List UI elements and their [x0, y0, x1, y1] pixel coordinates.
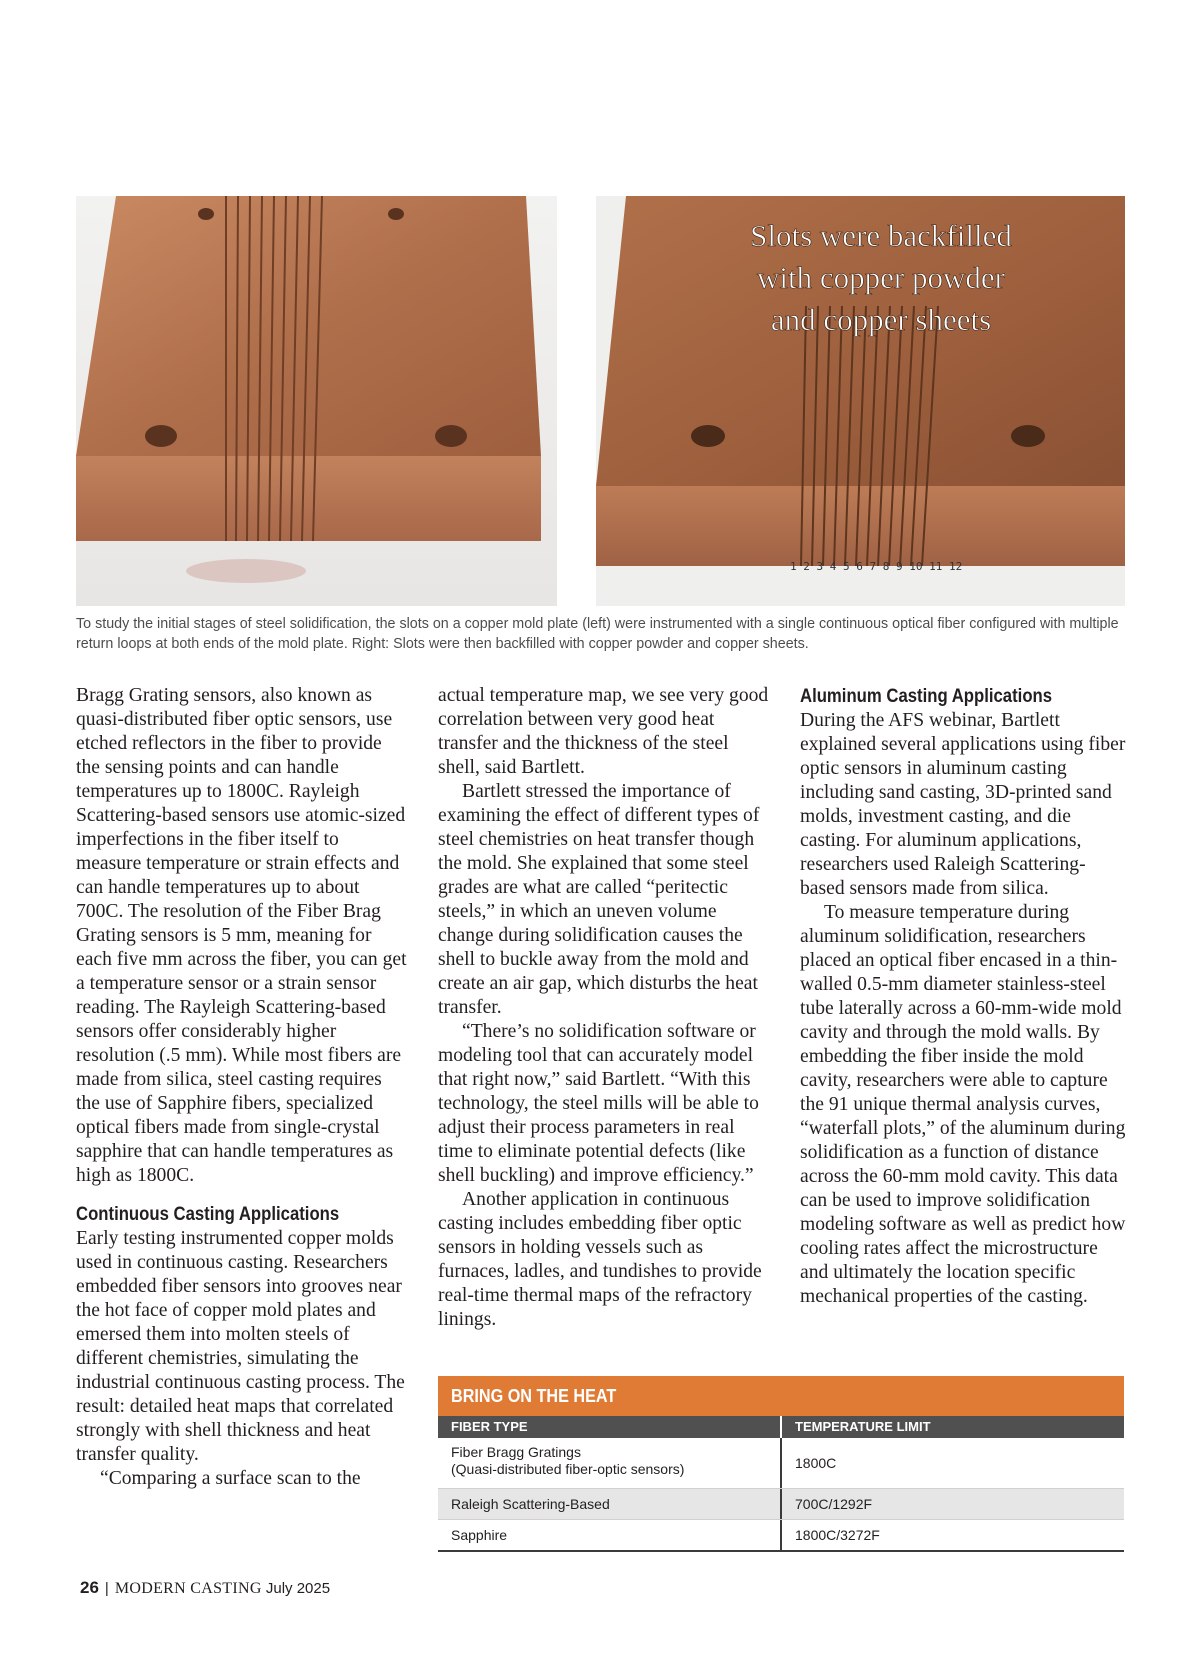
article-column-1 [76, 684, 408, 1491]
table-row [438, 1520, 1124, 1552]
paragraph: To measure temperature during aluminum solidification, researchers placed an optical fiber encased in a thin-walled 0.5-mm diameter stainless-steel tube laterally across a 60-mm-wide mold cavity and through the mold walls. By embedding the fiber inside the mold cavity, researchers were able to capture the 91 unique thermal analysis curves, “waterfall plots,” of the aluminum during solidification as a function of distance across the 60-mm mold cavity. This data can be used to improve solidification modeling software as well as predict how cooling rates affect the microstructure and ultimately the location specific mechanical properties of the casting. [800, 902, 1126, 1307]
paragraph: Early testing instrumented copper molds used in continuous casting. Researchers embedded fiber sensors into grooves near the hot face of copper mold plates and emersed them into molten steels of different chemistries, simulating the industrial continuous casting process. The result: detailed heat maps that correlated strongly with shell thickness and heat transfer quality. [76, 1228, 405, 1465]
fiber-temperature-table [438, 1376, 1124, 1552]
photo-caption: To study the initial stages of steel solidification, the slots on a copper mold plate (left) were instrumented with a single continuous optical fiber configured with multiple return loops at both ends of the mold plate. Right: Slots were then backfilled with copper powder and copper sheets. [76, 616, 1119, 652]
column-header-fiber-type: FIBER TYPE [438, 1416, 782, 1438]
copper-mold-illustration-right [596, 196, 1125, 606]
table-cell-temperature: 1800C/3272F [795, 1527, 880, 1543]
table-cell-temperature: 1800C [795, 1455, 837, 1471]
paragraph: Bartlett stressed the importance of examining the effect of different types of steel chemistries on heat transfer though the mold. She explained that some steel grades are what are called “peritectic steels,” in which an uneven volume change during solidification causes the shell to buckle away from the mold and create an air gap, which disturbs the heat transfer. [438, 781, 760, 1018]
paragraph: “Comparing a surface scan to the [100, 1468, 361, 1489]
article-column-2 [438, 684, 770, 1332]
table-cell-fiber-type [438, 1438, 782, 1488]
table-row [438, 1489, 1124, 1520]
article-column-3 [800, 684, 1130, 1309]
paragraph: Another application in continuous casting includes embedding fiber optic sensors in holding vessels such as furnaces, ladles, and tundishes to provide real-time thermal maps of the refractory linings. [438, 1189, 762, 1330]
photo-overlay-line-2: with copper powder [757, 260, 1005, 295]
table-header-row [438, 1416, 1124, 1438]
paragraph: During the AFS webinar, Bartlett explained several applications using fiber optic sensors in aluminum casting including sand casting, 3D-printed sand molds, investment casting, and die casting. For aluminum applications, researchers used Raleigh Scattering-based sensors made from silica. [800, 710, 1126, 899]
column-header-temperature-limit: TEMPERATURE LIMIT [795, 1419, 931, 1434]
slot-number-marking: 1 2 3 4 5 6 7 8 9 10 11 12 [790, 560, 963, 573]
issue-date: July 2025 [265, 1580, 331, 1597]
photo-copper-mold-left [76, 196, 557, 606]
paragraph: “There’s no solidification software or modeling tool that can accurately model that right now,” said Bartlett. “With this technology, the steel mills will be able to adjust their process parameters in real time to eliminate potential defects (like shell buckling) and improve efficiency.” [438, 1021, 759, 1186]
table-title-text: BRING ON THE HEAT [451, 1386, 617, 1406]
photo-overlay-line-3: and copper sheets [770, 302, 992, 337]
fiber-type-note: (Quasi-distributed fiber-optic sensors) [451, 1461, 685, 1477]
page-number: 26 [80, 1578, 99, 1597]
table-row [438, 1438, 1124, 1489]
photo-overlay-line-1: Slots were backfilled [750, 218, 1012, 253]
table-title [438, 1376, 1124, 1416]
section-heading-aluminum-casting: Aluminum Casting Applications [800, 686, 1053, 707]
table-cell-temperature: 700C/1292F [795, 1496, 873, 1512]
copper-mold-illustration-left [76, 196, 557, 606]
paragraph: Bragg Grating sensors, also known as quasi-distributed fiber optic sensors, use etched reflectors in the fiber to provide the sensing points and can handle temperatures up to 1800C. Rayleigh Scattering-based sensors use atomic-sized imperfections in the fiber itself to measure temperature or strain effects and can handle temperatures up to about 700C. The resolution of the Fiber Brag Grating sensors is 5 mm, meaning for each five mm across the fiber, you can get a temperature sensor or a strain sensor reading. The Rayleigh Scattering-based sensors offer considerably higher resolution (.5 mm). While most fibers are made from silica, steel casting requires the use of Sapphire fibers, specialized optical fibers made from single-crystal sapphire that can handle temperatures as high as 1800C. [76, 685, 407, 1186]
page-footer [80, 1578, 330, 1598]
footer-separator: | [104, 1580, 109, 1597]
section-heading-continuous-casting: Continuous Casting Applications [76, 1204, 340, 1225]
photo-copper-mold-right [596, 196, 1125, 606]
paragraph: actual temperature map, we see very good correlation between very good heat transfer and the thickness of the steel shell, said Bartlett. [438, 685, 769, 778]
table-cell-fiber-type: Raleigh Scattering-Based [438, 1489, 782, 1519]
magazine-name: MODERN CASTING [114, 1580, 262, 1597]
fiber-type-name: Fiber Bragg Gratings [451, 1444, 581, 1460]
table-cell-fiber-type: Sapphire [438, 1520, 782, 1550]
